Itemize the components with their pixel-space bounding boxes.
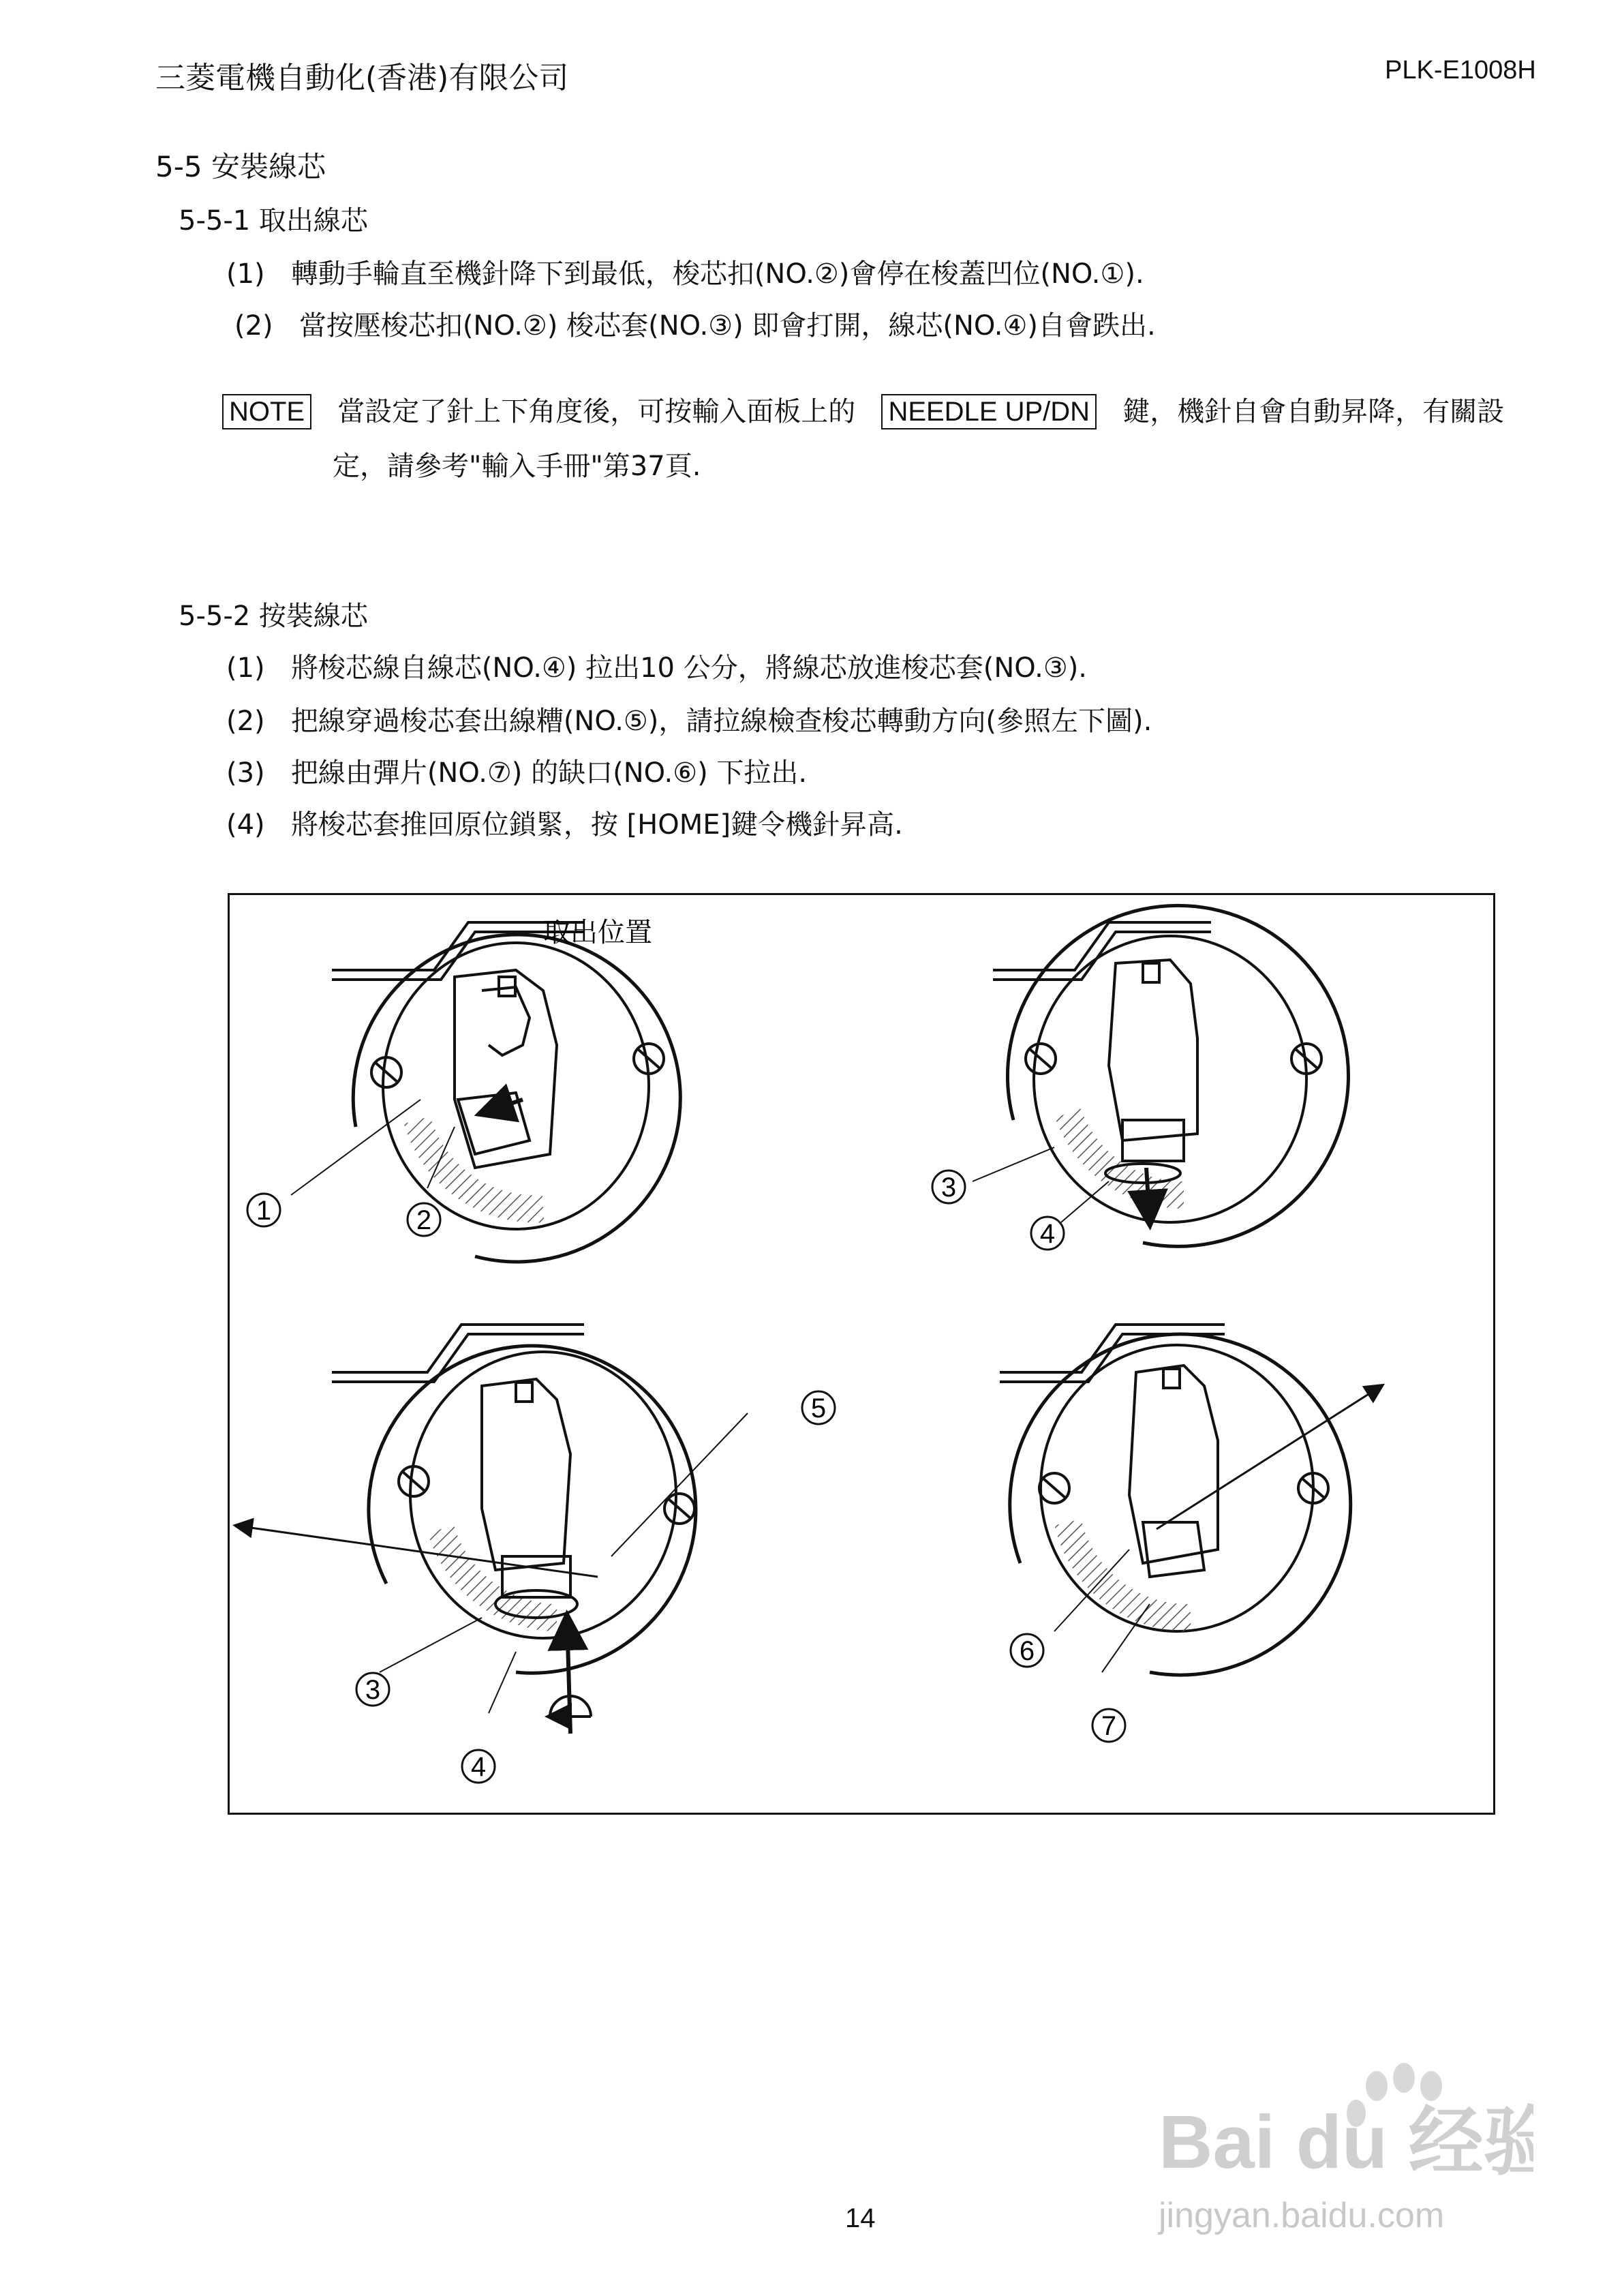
item-text: 當按壓梭芯扣(NO.②) 梭芯套(NO.③) 即會打開，線芯(NO.④)自會跌出. bbox=[299, 310, 1156, 342]
callout-2 bbox=[408, 1203, 440, 1236]
item-text: 將梭芯線自線芯(NO.④) 拉出10 公分，將線芯放進梭芯套(NO.③). bbox=[290, 652, 1088, 684]
callout-3-top bbox=[932, 1170, 965, 1203]
note-text-a: 當設定了針上下角度後，可按輸入面板上的 bbox=[337, 396, 856, 427]
item-number: (3) bbox=[226, 757, 265, 789]
callout-3-bottom bbox=[356, 1673, 389, 1706]
note-line-2: 定，請參考"輸入手冊"第37頁. bbox=[333, 451, 701, 482]
list-item bbox=[226, 646, 1087, 685]
baidu-watermark bbox=[1152, 2059, 1533, 2198]
list-item bbox=[226, 699, 1152, 738]
callout-label: 6 bbox=[1019, 1636, 1035, 1666]
removal-position-label: 取出位置 bbox=[543, 917, 652, 948]
item-number: (1) bbox=[226, 258, 265, 290]
callout-label: 3 bbox=[365, 1675, 381, 1705]
watermark-brand: Bai du 经验 bbox=[1159, 2100, 1533, 2184]
item-text: 把線穿過梭芯套出線糟(NO.⑤)，請拉線檢查梭芯轉動方向(參照左下圖). bbox=[290, 706, 1152, 737]
item-number: (1) bbox=[226, 652, 265, 684]
callout-label: 4 bbox=[470, 1752, 487, 1782]
list-item bbox=[226, 803, 903, 842]
note-text-b: 鍵，機針自會自動昇降，有關設 bbox=[1122, 396, 1505, 427]
callout-label: 7 bbox=[1101, 1711, 1117, 1741]
bobbin-installation-figure bbox=[228, 893, 1495, 1815]
callout-1 bbox=[247, 1194, 280, 1226]
callout-6 bbox=[1011, 1634, 1043, 1667]
item-text: 轉動手輪直至機針降下到最低，梭芯扣(NO.②)會停在梭蓋凹位(NO.①). bbox=[290, 258, 1144, 290]
callout-4-bottom bbox=[462, 1750, 495, 1783]
document-code: PLK-E1008H bbox=[1385, 56, 1536, 85]
panel-bobbin-drops-out bbox=[973, 905, 1348, 1246]
panel-remove-bobbin bbox=[291, 922, 680, 1262]
bobbin-diagram bbox=[230, 895, 1493, 1813]
list-item bbox=[226, 751, 807, 790]
note-tag: NOTE bbox=[222, 394, 311, 429]
list-item bbox=[226, 252, 1144, 291]
callout-label: 4 bbox=[1039, 1219, 1056, 1249]
note-line bbox=[222, 390, 1504, 429]
callout-5 bbox=[802, 1391, 835, 1424]
panel-thread-bobbin bbox=[1000, 1325, 1381, 1675]
subsection-title-install: 5-5-2 按裝線芯 bbox=[179, 601, 368, 632]
callout-label: 3 bbox=[940, 1173, 957, 1203]
watermark-url: jingyan.baidu.com bbox=[1159, 2196, 1445, 2235]
company-name: 三菱電機自動化(香港)有限公司 bbox=[155, 61, 569, 95]
needle-key-label: NEEDLE UP/DN bbox=[881, 394, 1097, 429]
list-item bbox=[234, 304, 1156, 343]
paw-logo-icon bbox=[1152, 2059, 1533, 2195]
callout-4-top bbox=[1031, 1217, 1064, 1250]
section-title: 5-5 安裝線芯 bbox=[155, 150, 326, 183]
callout-label: 2 bbox=[416, 1205, 432, 1235]
item-text: 把線由彈片(NO.⑦) 的缺口(NO.⑥) 下拉出. bbox=[290, 757, 808, 789]
page-number: 14 bbox=[845, 2203, 876, 2233]
item-text: 將梭芯套推回原位鎖緊，按 [HOME]鍵令機針昇高. bbox=[290, 809, 903, 841]
item-number: (4) bbox=[226, 809, 265, 841]
callout-label: 1 bbox=[256, 1196, 272, 1226]
item-number: (2) bbox=[234, 310, 273, 342]
panel-insert-bobbin bbox=[236, 1325, 748, 1734]
callout-label: 5 bbox=[810, 1393, 827, 1423]
callout-7 bbox=[1092, 1709, 1125, 1742]
subsection-title-remove: 5-5-1 取出線芯 bbox=[179, 205, 368, 237]
item-number: (2) bbox=[226, 706, 265, 737]
